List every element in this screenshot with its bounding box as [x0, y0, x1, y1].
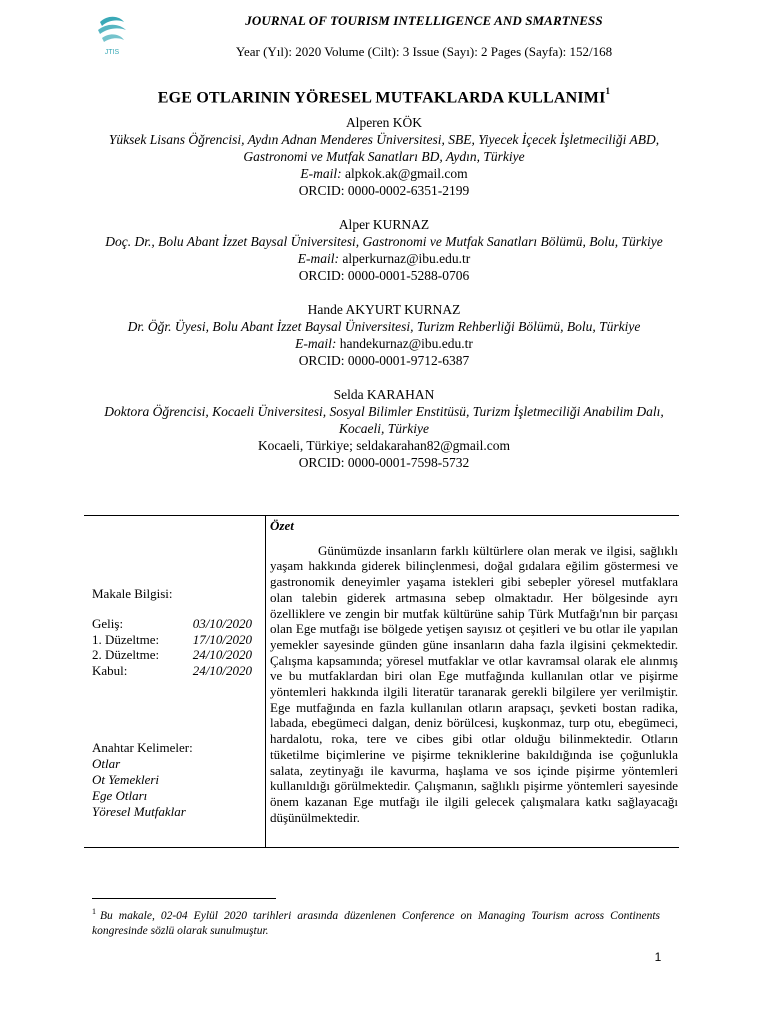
- journal-logo: [92, 12, 132, 60]
- title-footnote-mark[interactable]: 1: [605, 86, 611, 96]
- author-block: [84, 386, 684, 471]
- author-list: [84, 114, 684, 488]
- footnote-text: Bu makale, 02-04 Eylül 2020 tarihleri arasında düzenlenen Conference on Managing Tourism across Continents kongresinde sözlü olarak sunulmuştur.: [92, 909, 660, 937]
- author-orcid: ORCID: 0000-0002-6351-2199: [298, 183, 470, 198]
- author-affiliation: Doktora Öğrencisi, Kocaeli Üniversitesi, Sosyal Bilimler Enstitüsü, Turizm İşletmeciliği Anabilim Dalı, Kocaeli, Türkiye: [104, 404, 664, 436]
- author-orcid: ORCID: 0000-0001-7598-5732: [298, 455, 470, 470]
- date-label: Geliş:: [92, 616, 124, 631]
- date-label: 1. Düzeltme:: [92, 631, 160, 647]
- author-email[interactable]: alperkurnaz@ibu.edu.tr: [342, 251, 471, 266]
- date-value: 17/10/2020: [192, 631, 252, 647]
- keyword: Yöresel Mutfaklar: [92, 804, 186, 819]
- author-affiliation: Dr. Öğr. Üyesi, Bolu Abant İzzet Baysal Üniversitesi, Turizm Rehberliği Bölümü, Bolu, Türkiye: [127, 319, 641, 334]
- paper-title: EGE OTLARININ YÖRESEL MUTFAKLARDA KULLANIMI$^1$: [157, 86, 611, 107]
- keyword: Otlar: [92, 756, 121, 771]
- keyword: Ot Yemekleri: [92, 772, 160, 787]
- article-info-table: [84, 515, 679, 848]
- date-row: [92, 632, 252, 648]
- date-value: 24/10/2020: [192, 647, 252, 662]
- page-number: 1: [654, 950, 662, 964]
- abstract-heading: Özet: [270, 518, 294, 533]
- article-info-label: Makale Bilgisi:: [92, 586, 173, 601]
- abstract-column: [270, 518, 678, 825]
- author-email-line: E-mail: alpkok.ak@gmail.com: [300, 166, 468, 181]
- keywords-label: Anahtar Kelimeler:: [92, 740, 193, 755]
- author-name: Alper KURNAZ: [338, 217, 430, 232]
- abstract-text: Günümüzde insanların farklı kültürlere olan merak ve ilgisi, sağlıklı yaşam hakkında giderek bilinçlenmesi, doğal gıdalara eğilim göstermesi ve gastronomik deneyimler yaşama istekleri gibi sebepler yöresel mutfaklara olan talebin giderek artmasına sebep olmaktadır. Her bölgesinde ayrı özelliklere ve zengin bir mutfak kültürüne sahip Türk Mutfağı'nın bir parçası olan Ege mutfağı ise bölgede yetişen sayısız ot çeşitleri ve bu otlar ile yapılan yemekler sayesinde günden güne insanların daha fazla ilgisini çekmektedir. Çalışma kapsamında; yöresel mutfaklar ve otlar kavramsal olarak ele alınmış ve bu mutfaklardan biri olan Ege mutfağında kullanılan otlar ve pişirme yöntemleri hakkında ilgili literatür taranarak gerekli bilgilere yer verilmiştir. Ege mutfağında en fazla kullanılan otların arapsaçı, şevketi bostan radika, labada, ebegümeci dalgan, deniz börülcesi, kuşkonmaz, turp otu, ebegümeci, hardalotu, roka, tere ve cibes gibi otlar olduğu bilinmektedir. Otların tüketilme biçimlerine ve pişirme tekniklerine bakıldığında ise çoğunlukla salata, zeytinyağı ile kavurma, haşlama ve sos içinde pişirme yöntemleri kullanıldığı görülmektedir. Çalışmanın, sağlıklı pişirme yöntemleri sayesinde önem kazanan Ege mutfağı ile ilgili gelecek çalışmalara katkı sağlayacağı düşünülmektedir.: [270, 542, 678, 825]
- date-label: 2. Düzeltme:: [92, 647, 160, 662]
- date-row: [92, 647, 252, 663]
- article-dates: [92, 616, 252, 678]
- footnote-rule: [92, 898, 276, 899]
- author-name: Alperen KÖK: [345, 115, 423, 130]
- author-name: Hande AKYURT KURNAZ: [307, 302, 461, 317]
- author-block: [84, 216, 684, 284]
- author-orcid: ORCID: 0000-0001-5288-0706: [298, 268, 470, 283]
- date-row: [92, 616, 252, 632]
- date-value: 03/10/2020: [192, 616, 252, 631]
- author-email[interactable]: alpkok.ak@gmail.com: [344, 166, 468, 181]
- keyword: Ege Otları: [92, 788, 148, 803]
- author-name: Selda KARAHAN: [333, 387, 435, 402]
- footnote: [92, 904, 660, 939]
- author-affiliation: Yüksek Lisans Öğrencisi, Aydın Adnan Menderes Üniversitesi, SBE, Yiyecek İçecek İşletmeciliği ABD, Gastronomi ve Mutfak Sanatları BD, Aydın, Türkiye: [108, 132, 660, 164]
- author-block: [84, 301, 684, 369]
- author-email-line: E-mail: handekurnaz@ibu.edu.tr: [295, 336, 473, 351]
- author-email[interactable]: handekurnaz@ibu.edu.tr: [339, 336, 473, 351]
- author-contact-line[interactable]: Kocaeli, Türkiye; seldakarahan82@gmail.com: [257, 438, 511, 453]
- date-value: 24/10/2020: [192, 662, 252, 678]
- author-orcid: ORCID: 0000-0001-9712-6387: [298, 353, 470, 368]
- journal-title: JOURNAL OF TOURISM INTELLIGENCE AND SMARTNESS: [245, 13, 603, 28]
- keywords-section: [92, 740, 193, 820]
- svg-text:JTIS: JTIS: [104, 49, 120, 56]
- author-block: [84, 114, 684, 199]
- issue-line: Year (Yıl): 2020 Volume (Cilt): 3 Issue (Sayı): 2 Pages (Sayfa): 152/168: [235, 44, 613, 59]
- author-email-line: E-mail: alperkurnaz@ibu.edu.tr: [297, 251, 471, 266]
- date-row: [92, 663, 252, 679]
- author-affiliation: Doç. Dr., Bolu Abant İzzet Baysal Üniversitesi, Gastronomi ve Mutfak Sanatları Bölümü, Bolu, Türkiye: [105, 234, 663, 249]
- date-label: Kabul:: [92, 662, 128, 678]
- article-info-column: [84, 516, 266, 847]
- footnote-mark: 1: [92, 907, 96, 916]
